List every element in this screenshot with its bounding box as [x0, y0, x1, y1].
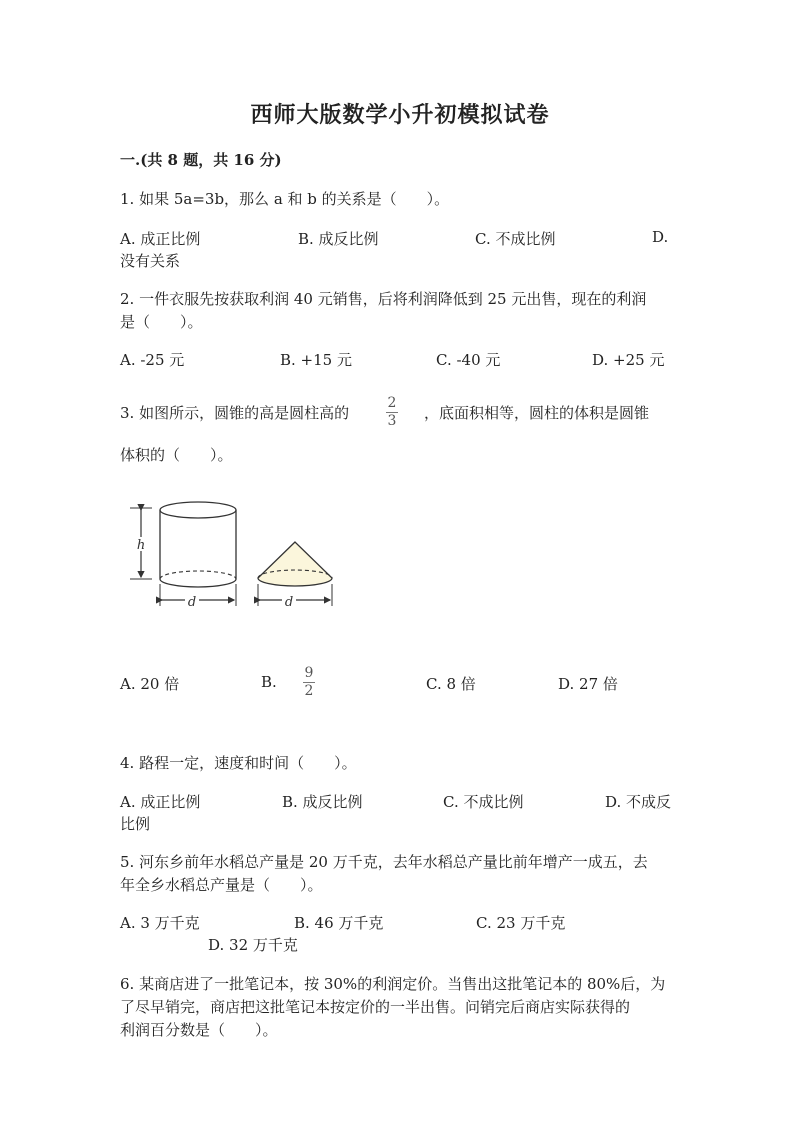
q1-option-b: B. 成反比例 — [298, 230, 379, 248]
q4-option-c: C. 不成比例 — [443, 793, 524, 811]
q5-option-d: D. 32 万千克 — [208, 936, 298, 954]
q2-option-c: C. -40 元 — [436, 351, 501, 369]
fraction-denominator: 2 — [304, 683, 314, 699]
cone-diameter-label: d — [284, 595, 294, 610]
cylinder-diameter-label: d — [187, 595, 197, 610]
fraction-denominator: 3 — [387, 413, 397, 429]
question-2-line-2: 是（ ）。 — [120, 313, 203, 331]
q3-option-a: A. 20 倍 — [120, 675, 180, 693]
question-6-line-1: 6. 某商店进了一批笔记本，按 30%的利润定价。当售出这批笔记本的 80%后，为 — [120, 975, 666, 993]
question-6-line-3: 利润百分数是（ ）。 — [120, 1021, 278, 1039]
fraction-numerator: 2 — [387, 395, 397, 411]
q4-option-d-continued: 比例 — [120, 815, 151, 833]
q4-option-d: D. 不成反 — [605, 793, 672, 811]
q5-option-a: A. 3 万千克 — [120, 914, 200, 932]
q2-option-d: D. +25 元 — [592, 351, 665, 369]
question-2-line-1: 2. 一件衣服先按获取利润 40 元销售，后将利润降低到 25 元出售，现在的利润 — [120, 290, 647, 308]
q1-option-c: C. 不成比例 — [475, 230, 556, 248]
q3-option-c: C. 8 倍 — [426, 675, 476, 693]
question-1-stem: 1. 如果 5a=3b，那么 a 和 b 的关系是（ ）。 — [120, 190, 450, 208]
q1-option-a: A. 成正比例 — [120, 230, 201, 248]
height-label: h — [136, 538, 146, 553]
cylinder-cone-figure — [128, 500, 338, 620]
fraction-numerator: 9 — [304, 665, 314, 681]
question-5-line-2: 年全乡水稻总产量是（ ）。 — [120, 876, 323, 894]
q4-option-b: B. 成反比例 — [282, 793, 363, 811]
page-title: 西师大版数学小升初模拟试卷 — [250, 102, 550, 128]
question-3-line-2: 体积的（ ）。 — [120, 446, 233, 464]
question-6-line-2: 了尽早销完，商店把这批笔记本按定价的一半出售。问销完后商店实际获得的 — [120, 998, 631, 1016]
question-3-line-1-start: 3. 如图所示，圆锥的高是圆柱高的 — [120, 404, 350, 422]
question-5-line-1: 5. 河东乡前年水稻总产量是 20 万千克，去年水稻总产量比前年增产一成五，去 — [120, 853, 648, 871]
question-3-line-1-end: ，底面积相等，圆柱的体积是圆锥 — [424, 404, 650, 422]
question-4-stem: 4. 路程一定，速度和时间（ ）。 — [120, 754, 357, 772]
q3-option-d: D. 27 倍 — [558, 675, 618, 693]
q3-option-b-fraction — [303, 666, 315, 699]
q5-option-c: C. 23 万千克 — [476, 914, 566, 932]
q2-option-b: B. +15 元 — [280, 351, 352, 369]
q2-option-a: A. -25 元 — [120, 351, 185, 369]
q4-option-a: A. 成正比例 — [120, 793, 201, 811]
section-heading: 一.(共 8 题，共 16 分) — [120, 151, 282, 169]
q3-fraction-two-thirds — [386, 396, 398, 429]
q3-option-b: B. — [261, 673, 277, 691]
q5-option-b: B. 46 万千克 — [294, 914, 384, 932]
q1-option-d-continued: 没有关系 — [120, 252, 181, 270]
q1-option-d: D. — [652, 228, 669, 246]
